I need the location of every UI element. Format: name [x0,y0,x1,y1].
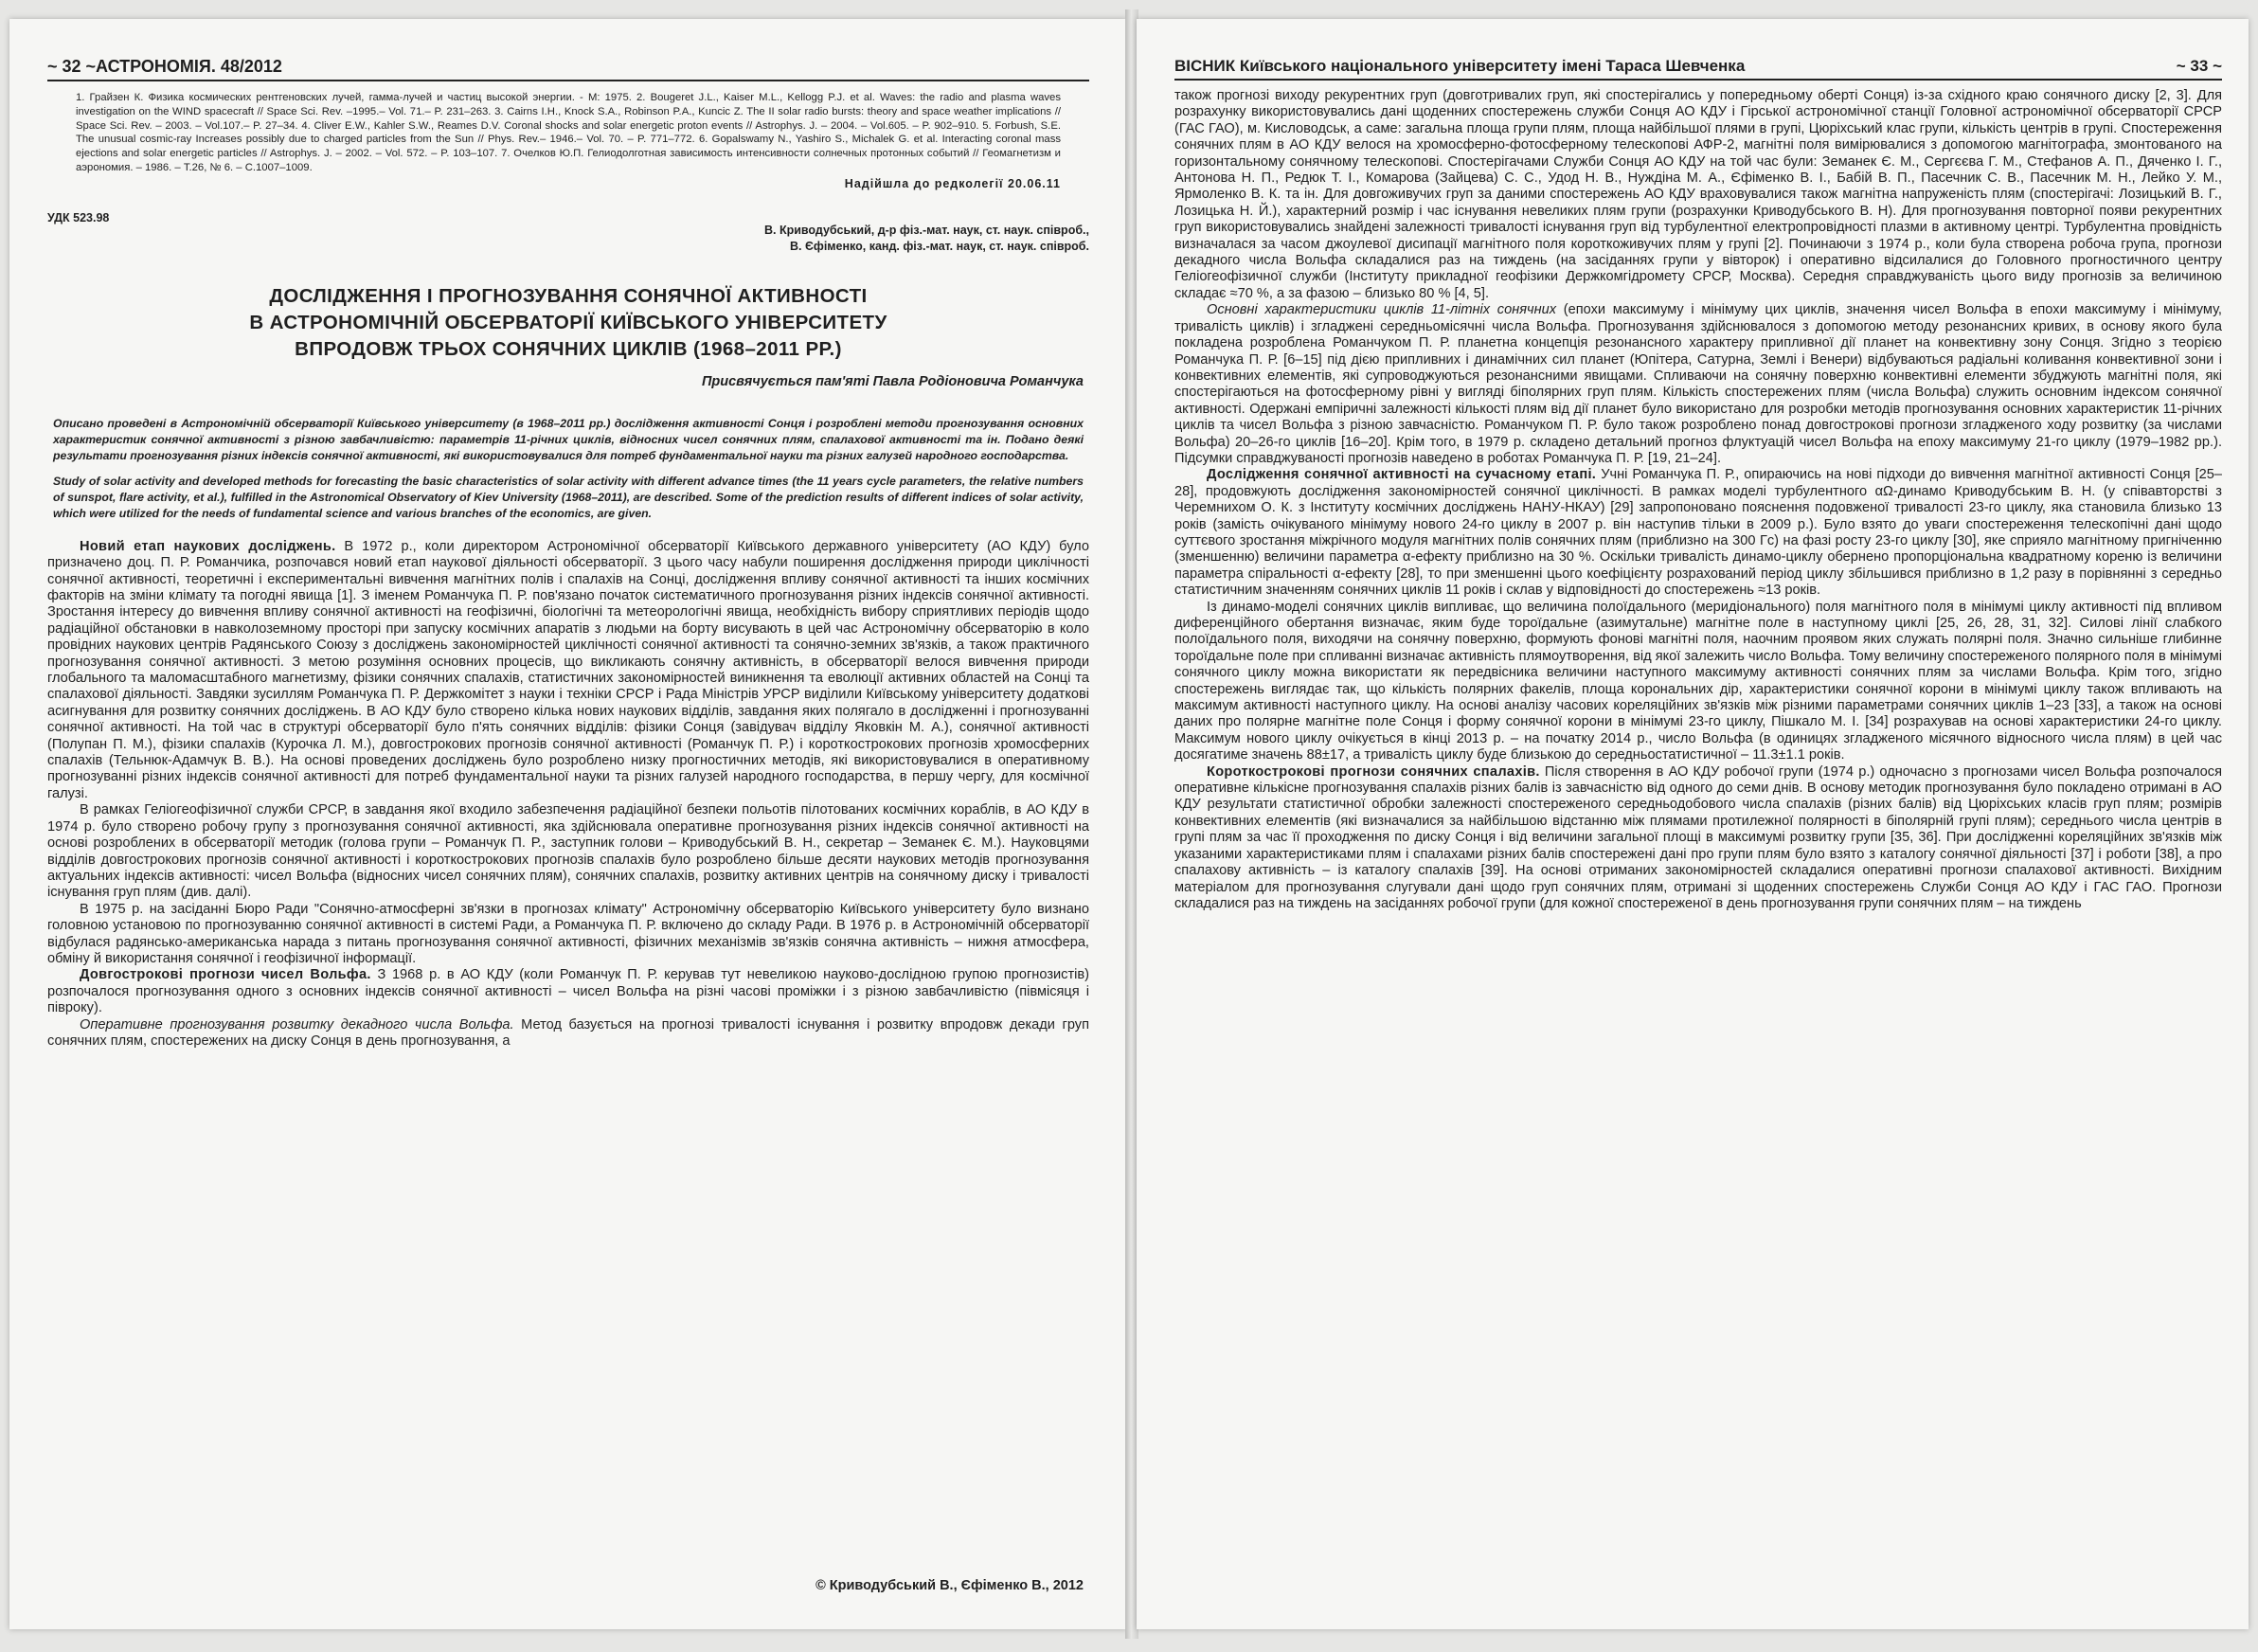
page-number: ~ 33 ~ [2176,57,2222,75]
section-heading: Новий етап наукових досліджень. [80,538,336,554]
paragraph-text: Метод базується на прогнозі тривалості існування і розвитку впродовж декади груп сонячних плям, спостережених на диску Сонця в день прогнозування, а [47,1016,1089,1049]
article-title [47,283,1089,363]
author-1: В. Криводубський, д-р фіз.-мат. наук, ст. наук. співроб., [763,223,1089,237]
left-page [9,19,1127,1629]
paragraph-text: Після створення в АО КДУ робочої групи (1974 р.) одночасно з прогнозами чисел Вольфа розпочалося оперативне кількісне прогнозування спалахів різних балів із завчасністю від одного до семи днів. В основу методик прогнозування було покладено отримані в АО КДУ результати статистичної обробки залежності спостереженого середньодобового числа спалахів (різних балів) від Цюріхських класів груп плям; розмірів конвективних елементів (які визначалися за найбільшою відстанню між плямами протилежної полярності в біполярній групі плям); середнього числа центрів в групі плям за час її проходження по диску Сонця і від величини загальної площі в максимумі розвитку групи [35, 36]. При дослідженні кореляційних зв'язків між указаними характеристиками плям і спалахами різних балів спостережені дані про групи плям було взято з каталогу сонячної діяльності [37] і роботи [38], а про спалахову активність – із каталогу спалахів [39]. На основі отриманих закономірностей складалися оперативні прогнози спалахової активності. Вихідним матеріалом для прогнозування слугували дані щодо груп сонячних плям, отримані зі щоденних спостережень Служби Сонця АО КДУ і ГАС ГАО. Прогнози складалися раз на тиждень на засіданнях робочої групи (для кожної спостереженої в день прогнозування групи сонячних плям – на тиждень [1174,763,2223,911]
paragraph [1174,302,2222,467]
paragraph [1174,764,2222,913]
paragraph: В рамках Геліогеофізичної служби СРСР, в завдання якої входило забезпечення радіаційної безпеки польотів пілотованих космічних кораблів, в АО КДУ в 1974 р. було створено робочу групу з прогнозування сонячної активності, яка здійснювала оперативне прогнозування різних індексів сонячної активності на основі розроблених в обсерваторії методик (голова групи – Романчук П. Р., заступник голови – Криводубський В. Н., секретар – Земанек Є. М.). Науковцями відділів довгострокових прогнозів сонячної активності і короткострокових прогнозів спалахів було розроблено більше десяти наукових методів прогнозування актуальних індексів активності: чисел Вольфа (відносних чисел сонячних плям), сонячних спалахів, розвитку активних центрів на сонячному диску і тривалості існування груп плям (див. далі). [47,802,1089,901]
abstract-ukrainian: Описано проведені в Астрономічній обсерваторії Київського університету (в 1968–2011 рр.) дослідження активності Сонця і розроблені методи прогнозування основних характеристик сонячної активності з різною завбачливістю: параметрів 11-річних циклів, відносних чисел сонячних плям, спалахової активності та ін. Подано деякі результати прогнозування різних індексів сонячної активності, які використовувалися для потреб фундаментальної науки та різних галузей народного господарства. [53,416,1084,462]
paragraph-text: Учні Романчука П. Р., опираючись на нові підходи до вивчення магнітної активності Сонця [25–28], продовжують дослідження закономірностей сонячної циклічності. В рамках моделі турбулентного αΩ-динамо Криводубським В. Н. (у співавторстві з Черемнихом О. К. з Інституту космічних досліджень НАНУ-НКАУ) [29] запропоновано пояснення подовженої тривалості 23-го циклу, яка становила близько 13 років (замість очікуваного мінімуму нового 24-го циклу в 2007 р. він наступив тільки в 2009 р.). Було взято до уваги спостереження телескопічні дані щодо суттєвого зростання міжрічного модуля магнітних полів сонячних плям (приблизно на 300 Гс) на фазі росту 23-го циклу [30], яке сприяло магнітному пригніченню (зменшенню) величини параметра α-ефекту приблизно на 30 %. Оскільки тривалість динамо-циклу обернено пропорціональна квадратному кореню із величини параметра спіральності α-ефекту [28], то при зменшенні цього коефіцієнту розрахований період циклу збільшився приблизно в 1,2 разу в порівнянні з середньо статистичним значенням сонячних циклів 11 років і склав у відповідності до спостережень ≈13 років. [1174,467,2222,599]
paragraph [47,1017,1089,1050]
paragraph: Із динамо-моделі сонячних циклів випливає, що величина полоїдального (меридіонального) поля магнітного поля в мінімумі циклу активності під впливом диференційного обертання визначає, яким буде тороїдальне (азимутальне) магнітне поле в наступному циклі [25, 26, 28, 31, 32]. Силові лінії слабкого полоїдального поля, виходячи на сонячну поверхню, формують фонові магнітні поля, наочним проявом яких служать полярні поля. Значно сильніше глибинне тороїдальне поле при спливанні визначає активність плямоутворення, від якої залежить число Вольфа. Тому величину спостереженого полярного поля в мінімумі сонячного циклу можна використати як передвісника величини наступного максимуму активності сонячних плям за числами Вольфа. Крім того, згідно спостережень виглядає так, що кількість полярних факелів, площа корональних дір, характеристики сонячної корони в мінімумі циклу також впливають на максимум активності наступного циклу. На основі аналізу часових кореляційних зв'язків між різними параметрами сонячних циклів 1–23 [33], а також на основі даних про полярне магнітне поле Сонця і форму сонячної корони в мінімумі 23-го циклу, Пішкало М. І. [34] розрахував на основі характеристики 24-го циклу. Максимум нового циклу очікується в кінці 2013 р. – на початку 2014 р., число Вольфа (в одиницях згладженого місячного відносного числа плям) в цей час досягатиме значень 88±17, а тривалість циклу буде близькою до середньостатистичної – 11.3±1.1 років. [1174,599,2222,763]
right-running-header [1174,57,2222,81]
title-line-2: В АСТРОНОМІЧНІЙ ОБСЕРВАТОРІЇ КИЇВСЬКОГО УНІВЕРСИТЕТУ [249,311,887,333]
section-heading: Довгострокові прогнози чисел Вольфа. [80,967,371,983]
copyright: © Криводубський В., Єфіменко В., 2012 [815,1578,1084,1593]
paragraph-text: В 1972 р., коли директором Астрономічної обсерваторії Київського державного університету (АО КДУ) було призначено доц. П. Р. Романчика, розпочався новий етап наукової діяльності обсерваторії. З цього часу набули поширення дослідження природи циклічності сонячної активності, теоретичні і експериментальні вивчення магнітних полів і спалахів на Сонці, дослідження впливу сонячної активності та інших космічних факторів на зміни клімату та погодні явища [1]. З іменем Романчука П. Р. пов'язано початок систематичного прогнозування різних індексів сонячної активності. Зростання інтересу до вивчення впливу сонячної активності на геофізичні, біологічні та метеорологічні явища, необхідність вибору сприятливих періодів щодо радіаційної обстановки в навколоземному просторі при запуску космічних апаратів з людьми на борту висувають в цей час Астрономічну обсерваторію в коло провідних наукових центрів Радянського Союзу з досліджень закономірностей циклічності сонячної активності та сонячно-земних зв'язків, а також практичного прогнозування сонячної активності. З метою розуміння основних процесів, що викликають сонячну активність, в обсерваторії велося вивчення природи глобального та маломасштабного магнетизму, фізики сонячних спалахів, статистичних закономірностей виникнення та еволюції активних областей на Сонці та спалахової діяльності. Завдяки зусиллям Романчука П. Р. Держкомітет з науки і техніки СРСР і Рада Міністрів УРСР виділили Київському університету додаткові асигнування для розвитку сонячних досліджень. В АО КДУ було створено кілька нових наукових відділів, завдання яких полягало в дослідженні і прогнозуванні сонячної активності. На той час в структурі обсерваторії було п'ять сонячних відділів: фізики Сонця (завідувач відділу Яковкін М. А.), сонячної активності (Полупан П. М.), фізики спалахів (Курочка Л. М.), довгострокових прогнозів сонячної активності (Романчук П. Р.) і короткострокових прогнозів хромосферних спалахів (Тельнюк-Адамчук В. В.). На основі проведених досліджень було розроблено низку прогностичних методів, які використовувалися в оперативному прогнозуванні різних індексів сонячної активності для потреб фундаментальної науки та різних галузей народного господарства, в першу чергу, для космічної галузі. [47,538,1089,801]
paragraph-text: З 1968 р. в АО КДУ (коли Романчук П. Р. керував тут невеликою науково-дослідною групою прогнозистів) розпочалося прогнозування одного з основних індексів сонячної активності – чисел Вольфа на різні часові проміжки і з різною завбачливістю (півмісяця і півроку). [47,967,1089,1016]
paragraph [47,539,1089,803]
paragraph [1174,467,2222,599]
paragraph: В 1975 р. на засіданні Бюро Ради "Сонячно-атмосферні зв'язки в прогнозах клімату" Астрономічну обсерваторію Київського університету було визнано головною установою по прогнозуванню сонячної активності в системі Ради, а Романчука П. Р. включено до складу Ради. В 1976 р. в Астрономічній обсерваторії відбулася радянсько-американська нарада з питань прогнозування сонячної активності, фізичних механізмів зв'язків сонячна активність – нижня атмосфера, обміну й використання сонячної і геофізичної інформації. [47,901,1089,966]
italic-lead: Основні характеристики циклів 11-літніх сонячних [1207,302,1557,318]
author-2: В. Єфіменко, канд. фіз.-мат. наук, ст. наук. співроб. [790,239,1089,253]
abstract-english: Study of solar activity and developed methods for forecasting the basic characteristics of solar activity with different advance times (the 11 years cycle parameters, the relative numbers of sunspot, flare activity, et al.), fulfilled in the Astronomical Observatory of Kiev University (1968–2011), are described. Some of the prediction results of different indices of solar activity, which were utilized for the needs of fundamental science and various branches of the economics, are given. [53,474,1084,520]
dedication: Присвячується пам'яті Павла Родіоновича Романчука [701,373,1084,389]
paragraph: також прогнозі виходу рекурентних груп (довготривалих груп, які спостерігались у попередньому оберті Сонця) із-за східного краю сонячного диску [2, 3]. Для розрахунку використовувались дані щоденних спостережень служби Сонця АО КДУ і Гірської астрономічної станції Головної астрономічної обсерваторії СРСР (ГАС ГАО), м. Кисловодськ, а саме: загальна площа групи плям, площа найбільшої плями в групі, Цюріхський клас групи, кількість центрів в групі. Спостереження сонячних плям в АО КДУ велося на хромосферно-фотосферному телескопові АФР-2, магнітні поля вимірювалися з допомогою магнітографа, змонтованого на горизонтальному сонячному телескопові. Спостерігачами Служби Сонця АО КДУ на той час були: Земанек Є. М., Сергєєва Г. М., Стефанов А. П., Дяченко І. Г., Антонова Н. П., Редюк Т. І., Комарова (Зайцева) С. С., Удод Н. В., Нуждіна М. А., Єфіменко В. І., Бабій В. П., Пасечник С. В., Пасечник М. Н., Лейко У. М., Ярмоленко В. К. та ін. Для довгоживучих груп за даними спостережень АО КДУ враховувалися також магнітна напруженість плям (спостерігачі: Лозицький В. Г., Лозицька Н. Й.), характерний розмір і час існування невеликих плям групи (розрахунки Криводубського В. Н). Для прогнозування повторної появи рекурентних груп використовувались знайдені залежності тривалості існування груп від турбулентної електропровідності плазми в активному центрі. Турбулентна провідність визначалася за часом джоулевої дисипації магнітного поля короткоживучих плям у групі [2]. Починаючи з 1974 р., коли була створена робоча група, прогнози декадного числа Вольфа складалися раз на тиждень (на засіданнях групи у вівторок) і оперативно відсилалися до Головного прогностичного центру Геліогеофізичної служби (Інституту прикладної геофізики Держкомгідромету СРСР, Москва). Середня справджуваність цього виду прогнозів за величиною складає ≈70 %, а за фазою – близько 80 % [4, 5]. [1174,88,2222,301]
journal-name: ВІСНИК Київського національного університету імені Тараса Шевченка [1174,57,1746,75]
references-list: 1. Грайзен К. Физика космических рентгеновских лучей, гамма-лучей и частиц высокой энергии. - М: 1975. 2. Bougeret J.L., Kaiser M.L., Kellogg P.J. et al. Waves: the radio and plasma waves investigation on the WIND spacecraft // Space Sci. Rev. –1995.– Vol. 71.– P. 231–263. 3. Cairns I.H., Knock S.A., Robinson P.A., Kuncic Z. The II solar radio bursts: theory and space weather implications // Space Sci. Rev. – 2003. – Vol.107.– P. 27–34. 4. Cliver E.W., Kahler S.W., Reames D.V. Coronal shocks and solar energetic proton events // Astrophys. J. – 2004. – Vol.605. – P. 902–910. 5. Forbush, S.E. The unusual cosmic-ray Increases possibly due to charged particles from the Sun // Phys. Rev.– 1946.– Vol. 70. – P. 771–772. 6. Gopalswamy N., Yashiro S., Michalek G. et al. Interacting coronal mass ejections and solar energetic particles // Astrophys. J. – 2002. – Vol. 572. – P. 103–107. 7. Очелков Ю.П. Гелиодолготная зависимость интенсивности солнечных протонных событий // Геомагнетизм и аэрономия. – 1986. – Т.26, № 6. – С.1007–1009. [76,92,1061,173]
section-heading: Короткострокові прогнози сонячних спалахів. [1207,763,1540,780]
right-body-text [1174,88,2222,912]
right-page-content [1174,57,2222,1601]
udk-code: УДК 523.98 [47,210,110,224]
left-body-text [47,539,1089,1050]
received-date: Надійшла до редколегії 20.06.11 [844,176,1061,190]
title-line-1: ДОСЛІДЖЕННЯ І ПРОГНОЗУВАННЯ СОНЯЧНОЇ АКТИВНОСТІ [269,284,868,307]
right-page [1137,19,2249,1629]
left-header-text: ~ 32 ~АСТРОНОМІЯ. 48/2012 [47,57,282,76]
italic-lead: Оперативне прогнозування розвитку декадного числа Вольфа. [80,1016,514,1032]
title-line-3: ВПРОДОВЖ ТРЬОХ СОНЯЧНИХ ЦИКЛІВ (1968–2011 РР.) [295,337,842,360]
left-page-content [47,57,1089,1601]
authors-block [47,223,1089,255]
paragraph [47,967,1089,1016]
section-heading: Дослідження сонячної активності на сучасному етапі. [1207,467,1597,483]
paragraph-text: (епохи максимуму і мінімуму цих циклів, значення чисел Вольфа в епохи максимуму і мінімуму, тривалість циклів) і згладжені середньомісячні числа Вольфа. Прогнозування здійснювалося з допомогою методу резонансних кривих, в основу якого була покладена розроблена Романчуком П. Р. планетна концепція резонансного характеру припливної дії планет на конвективну зону Сонця. Згідно з теорією Романчука П. Р. [6–15] під дією припливних і динамічних сил планет (Юпітера, Сатурна, Землі і Венери) відбуваються радіальні коливання конвективної зони і конвективних елементів, які супроводжуються резонансними явищами. Спливаючи на сонячну поверхню конвективні елементи збуджують магнітні поля, які спостерігаються на фотосферному рівні у вигляді біполярних груп плям. Кількість спостережених плям (числа Вольфа) служить основним індексом сонячної активності. Одержані емпіричні залежності кількості плям від дії планет було використано для розробки методів прогнозування основних характеристик 11-річних циклів та чисел Вольфа з різною завчасністю. Романчуком П. Р. було також розроблено понад довгострокові прогнози згладженого ходу розвитку (за числами Вольфа) 20–26-го циклів [16–20]. Крім того, в 1979 р. складено детальний прогноз флуктуацій чисел Вольфа на епоху максимуму 21-го циклу (1979–1982 рр.). Підсумки справджуваності прогнозів наведено в роботах Романчука П. Р. [19, 21–24]. [1174,302,2222,466]
left-running-header [47,57,1089,81]
